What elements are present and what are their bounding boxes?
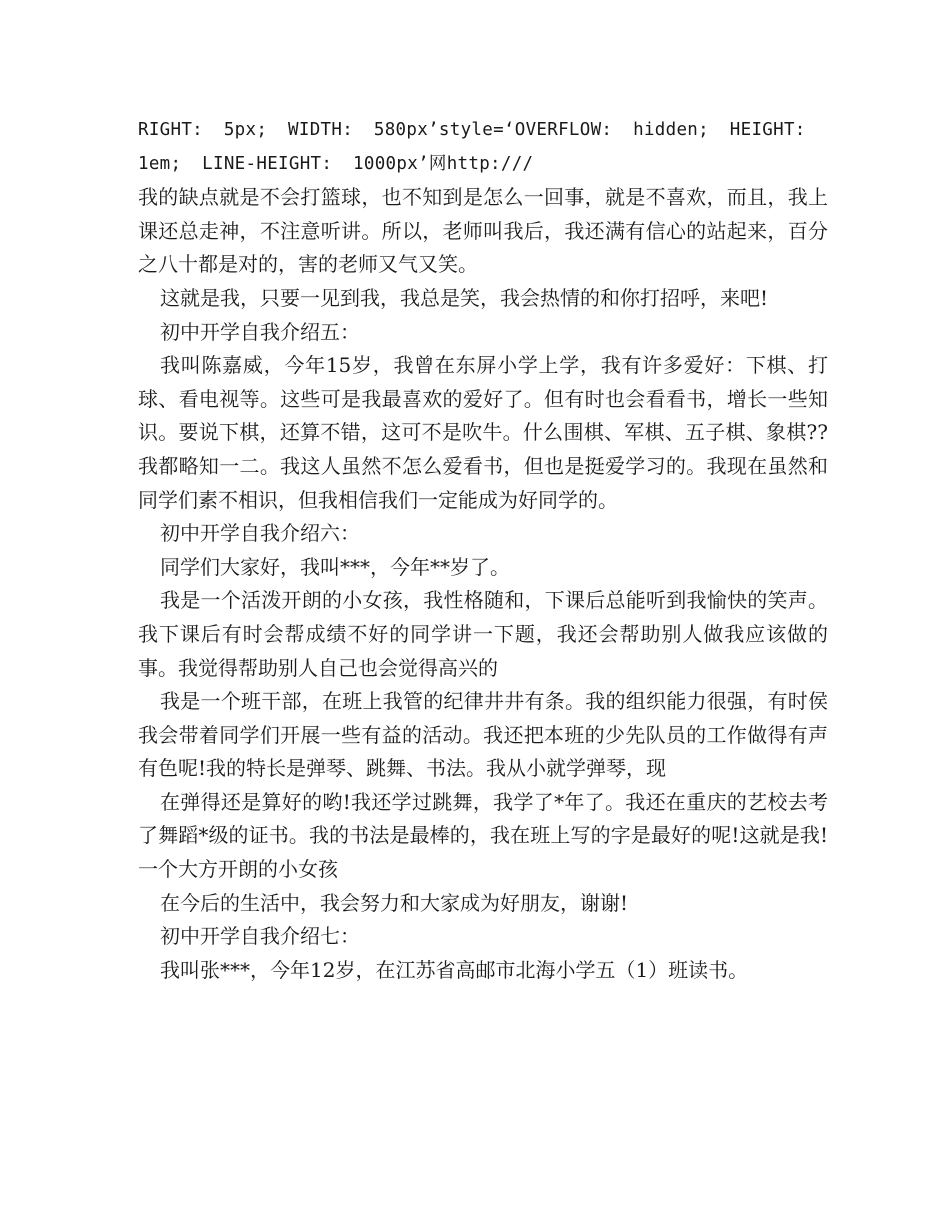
section-heading-seven: 初中开学自我介绍七： xyxy=(160,924,360,949)
paragraph-class-leader: 我是一个班干部，在班上我管的纪律井井有条。我的组织能力很强，有时侯我会带着同学们开展一些有益的活动。我还把本班的少先队员的工作做得有声有色呢!我的特长是弹琴、跳舞、书法。我从小就学弹琴，现 xyxy=(138,689,828,781)
paragraph-closing: 在今后的生活中，我会努力和大家成为好朋友，谢谢! xyxy=(160,890,629,915)
paragraph-intro-seven: 我叫张***，今年12岁，在江苏省高邮市北海小学五（1）班读书。 xyxy=(160,957,749,982)
section-heading-six: 初中开学自我介绍六： xyxy=(160,521,360,546)
document-body xyxy=(138,114,828,987)
code-fragment-paragraph: RIGHT: 5px; WIDTH: 580px’style=‘OVERFLOW: hidden; HEIGHT: 1em; LINE-HEIGHT: 1000px’网http:/// xyxy=(138,120,806,174)
paragraph-personality: 我是一个活泼开朗的小女孩，我性格随和，下课后总能听到我愉快的笑声。我下课后有时会帮成绩不好的同学讲一下题，我还会帮助别人做我应该做的事。我觉得帮助别人自己也会觉得高兴的 xyxy=(138,588,828,680)
paragraph-intro-five: 我叫陈嘉威，今年15岁，我曾在东屏小学上学，我有许多爱好：下棋、打球、看电视等。这些可是我最喜欢的爱好了。但有时也会看看书，增长一些知识。要说下棋，还算不错，这可不是吹牛。什么围棋、军棋、五子棋、象棋??我都略知一二。我这人虽然不怎么爱看书，但也是挺爱学习的。我现在虽然和同学们素不相识，但我相信我们一定能成为好同学的。 xyxy=(138,353,828,512)
paragraph-shortcomings: 我的缺点就是不会打篮球，也不知到是怎么一回事，就是不喜欢，而且，我上课还总走神，不注意听讲。所以，老师叫我后，我还满有信心的站起来，百分之八十都是对的，害的老师又气又笑。 xyxy=(138,185,828,277)
section-heading-five: 初中开学自我介绍五： xyxy=(160,319,360,344)
paragraph-talents: 在弹得还是算好的哟!我还学过跳舞，我学了*年了。我还在重庆的艺校去考了舞蹈*级的证书。我的书法是最棒的，我在班上写的字是最好的呢!这就是我!一个大方开朗的小女孩 xyxy=(138,789,828,882)
paragraph-this-is-me: 这就是我，只要一见到我，我总是笑，我会热情的和你打招呼，来吧! xyxy=(160,285,769,310)
paragraph-greeting: 同学们大家好，我叫***，今年**岁了。 xyxy=(160,554,510,579)
